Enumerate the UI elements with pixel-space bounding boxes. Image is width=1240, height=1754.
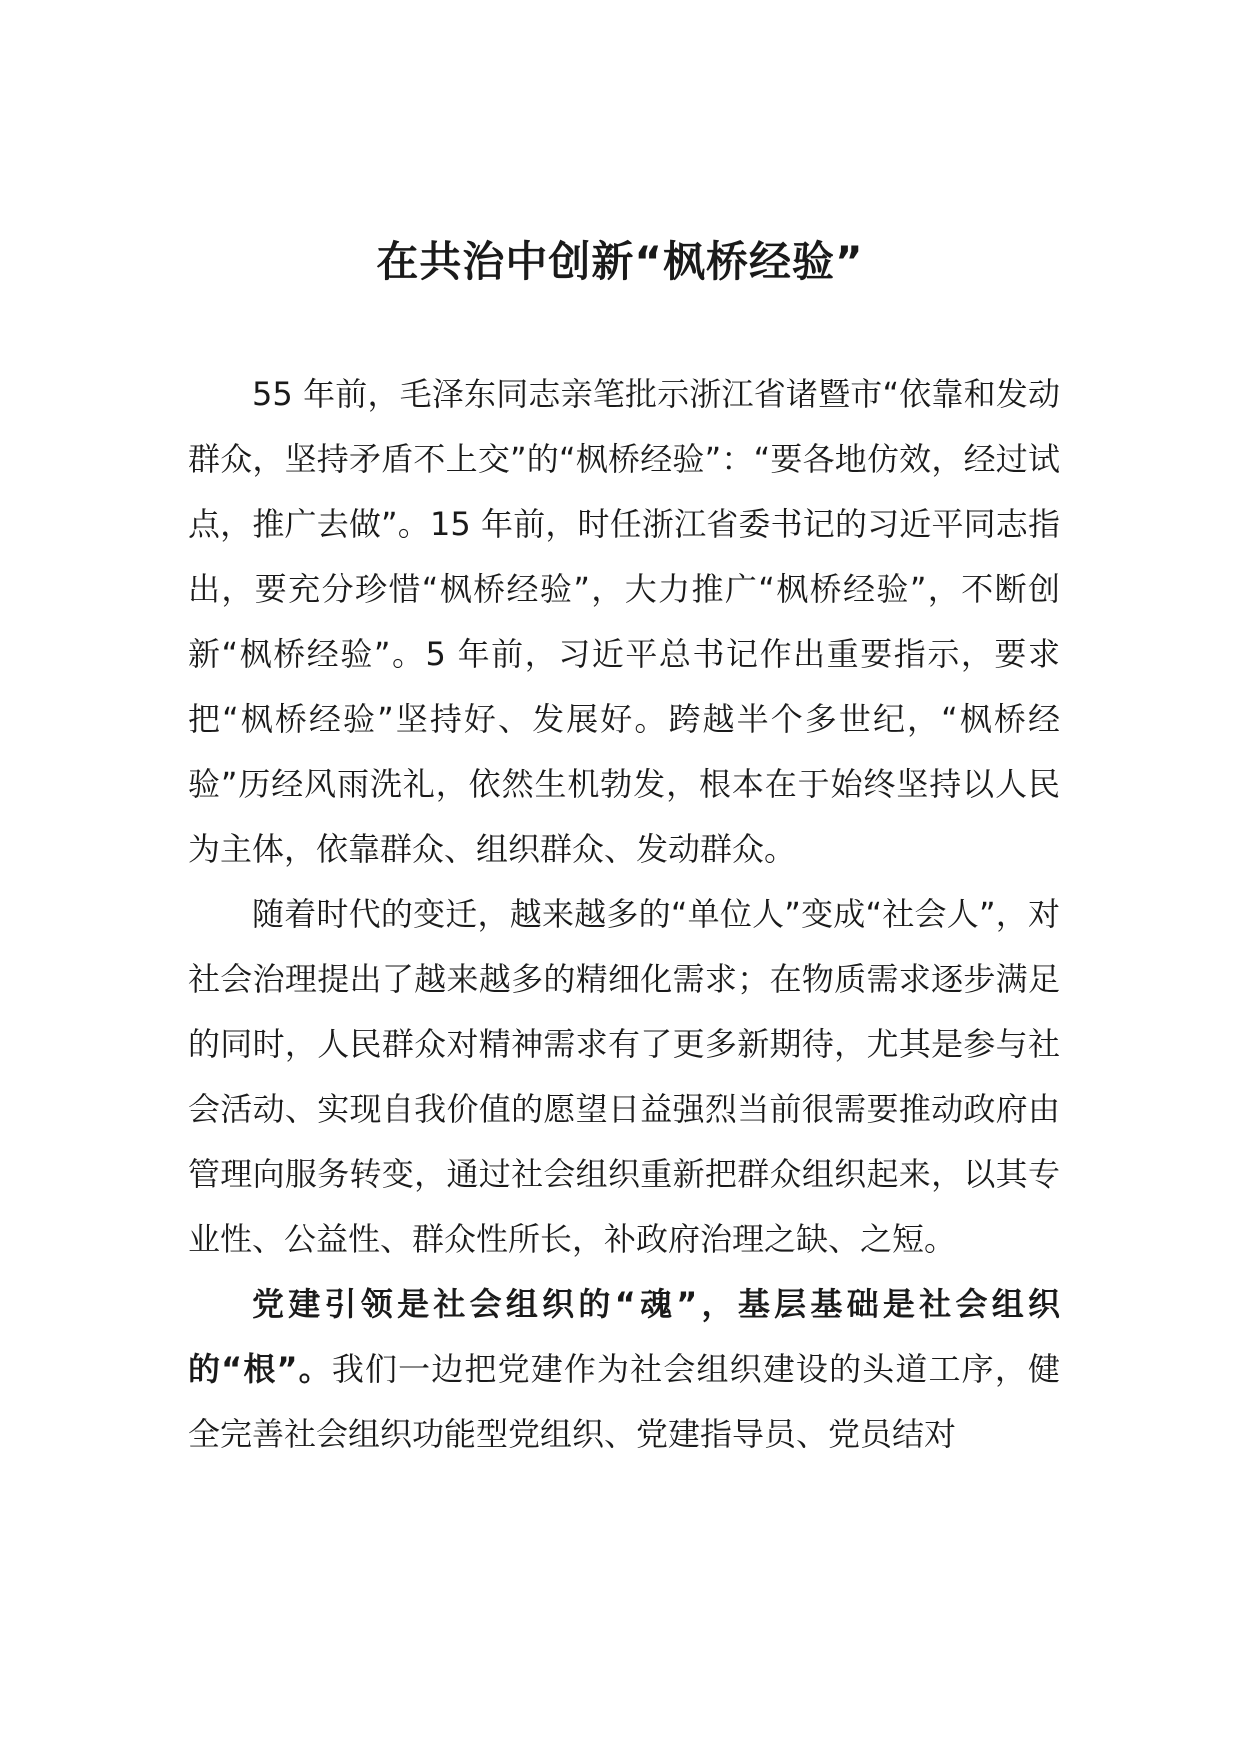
paragraph-2: 随着时代的变迁，越来越多的“单位人”变成“社会人”，对社会治理提出了越来越多的精细化需求；在物质需求逐步满足的同时，人民群众对精神需求有了更多新期待，尤其是参与社会活动、实现自我价值的愿望日益强烈当前很需要推动政府由管理向服务转变，通过社会组织重新把群众组织起来，以其专业性、公益性、群众性所长，补政府治理之缺、之短。 <box>188 895 1060 1258</box>
paragraph-3-bold-lead: 党建引领是社会组织的“魂”，基层基础是社会组织的“根”。 <box>188 1285 1060 1388</box>
document-title: 在共治中创新“枫桥经验” <box>376 237 864 286</box>
paragraph-3 <box>188 1272 1060 1467</box>
paragraph-1: 55 年前，毛泽东同志亲笔批示浙江省诸暨市“依靠和发动群众，坚持矛盾不上交”的“枫桥经验”：“要各地仿效，经过试点，推广去做”。15 年前，时任浙江省委书记的习近平同志指出，要充分珍惜“枫桥经验”，大力推广“枫桥经验”，不断创新“枫桥经验”。5 年前，习近平总书记作出重要指示，要求把“枫桥经验”坚持好、发展好。跨越半个多世纪，“枫桥经验”历经风雨洗礼，依然生机勃发，根本在于始终坚持以人民为主体，依靠群众、组织群众、发动群众。 <box>188 375 1060 868</box>
document-body <box>188 362 1060 1467</box>
paragraph-3-text: 我们一边把党建作为社会组织建设的头道工序，健全完善社会组织功能型党组织、党建指导员、党员结对 <box>188 1350 1060 1453</box>
